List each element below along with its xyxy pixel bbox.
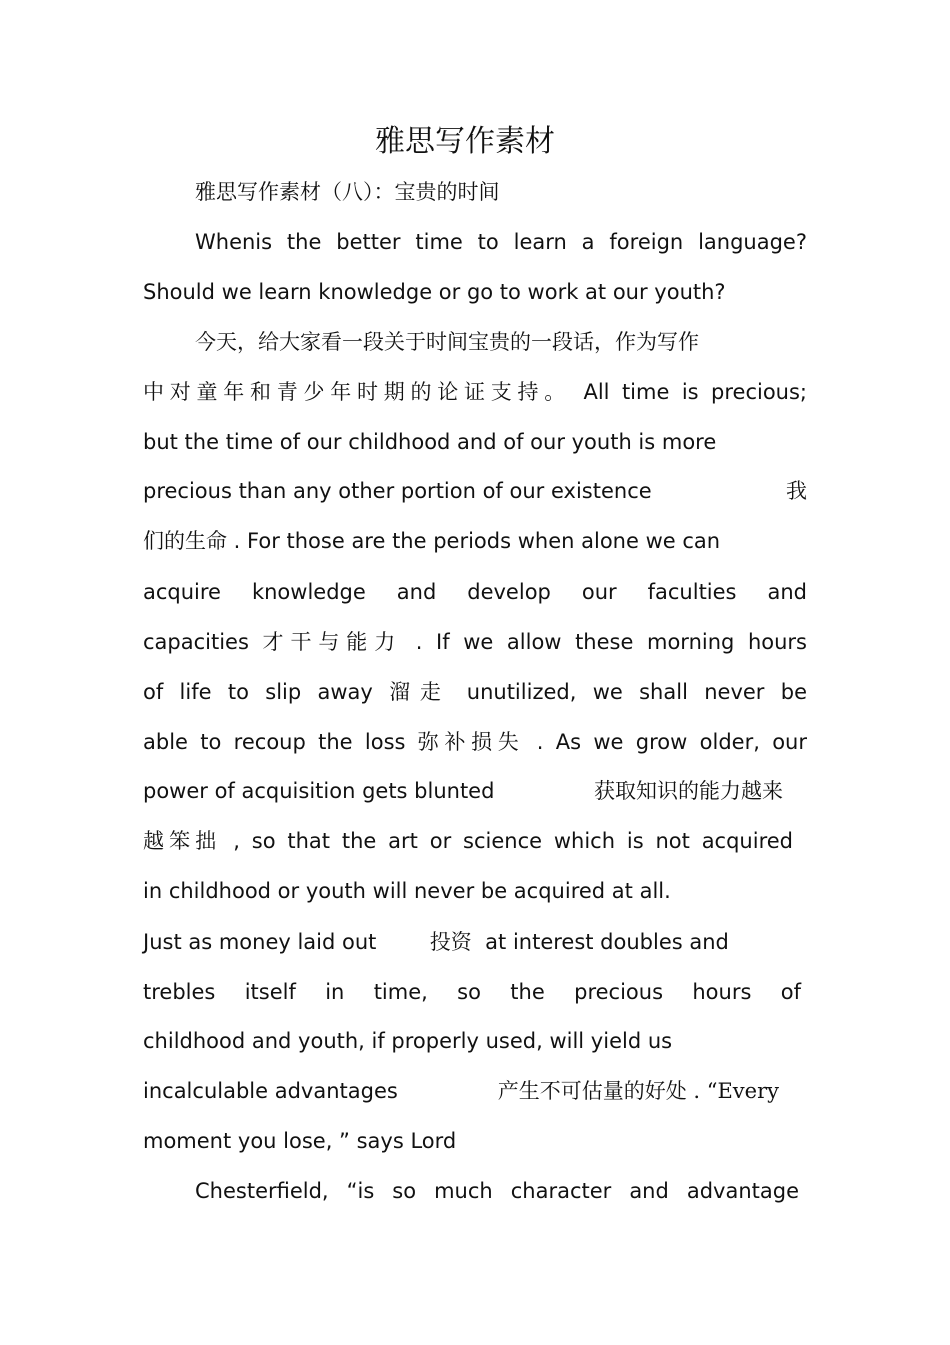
paragraph-line-split	[143, 476, 807, 506]
paragraph-line: in childhood or youth will never be acquired at all.	[143, 879, 671, 903]
paragraph-line: Chesterfield, “is so much character and advantage	[195, 1179, 799, 1203]
paragraph-line: 们的生命 . For those are the periods when alone we can	[143, 529, 721, 553]
paragraph-line-left: power of acquisition gets blunted	[143, 779, 495, 803]
paragraph-line: capacities 才干与能力 . If we allow these morning hours	[143, 630, 807, 654]
paragraph-line-split	[143, 776, 783, 806]
paragraph-line-split	[143, 1076, 779, 1106]
paragraph-line: 中对童年和青少年时期的论证支持。 All time is precious;	[143, 380, 807, 404]
paragraph-line: Whenis the better time to learn a foreign language?	[195, 230, 807, 254]
paragraph-line-right: 获取知识的能力越来	[594, 779, 783, 803]
paragraph-line: 越笨拙 , so that the art or science which is not acquired	[143, 829, 793, 853]
paragraph-line: childhood and youth, if properly used, will yield us	[143, 1029, 673, 1053]
paragraph-line: moment you lose, ” says Lord	[143, 1129, 457, 1153]
paragraph-line: of life to slip away 溜走 unutilized, we shall never be	[143, 680, 807, 704]
paragraph-line: but the time of our childhood and of our youth is more	[143, 430, 717, 454]
subtitle-line: 雅思写作素材（八）：宝贵的时间	[195, 180, 500, 204]
paragraph-line: able to recoup the loss 弥补损失 . As we grow older, our	[143, 730, 807, 754]
paragraph-line: Should we learn knowledge or go to work at our youth?	[143, 280, 726, 304]
document-title: 雅思写作素材	[375, 124, 555, 159]
paragraph-line: trebles itself in time, so the precious hours of	[143, 980, 801, 1004]
paragraph-line-right: 我	[786, 479, 807, 503]
paragraph-line-left: precious than any other portion of our existence	[143, 479, 652, 503]
paragraph-line: 今天，给大家看一段关于时间宝贵的一段话，作为写作	[195, 330, 699, 354]
paragraph-line: acquire knowledge and develop our faculties and	[143, 580, 807, 604]
paragraph-line-right: 产生不可估量的好处 . “Every	[497, 1079, 779, 1103]
paragraph-line: Just as money laid out 投资 at interest doubles and	[143, 930, 729, 954]
paragraph-line-left: incalculable advantages	[143, 1079, 398, 1103]
